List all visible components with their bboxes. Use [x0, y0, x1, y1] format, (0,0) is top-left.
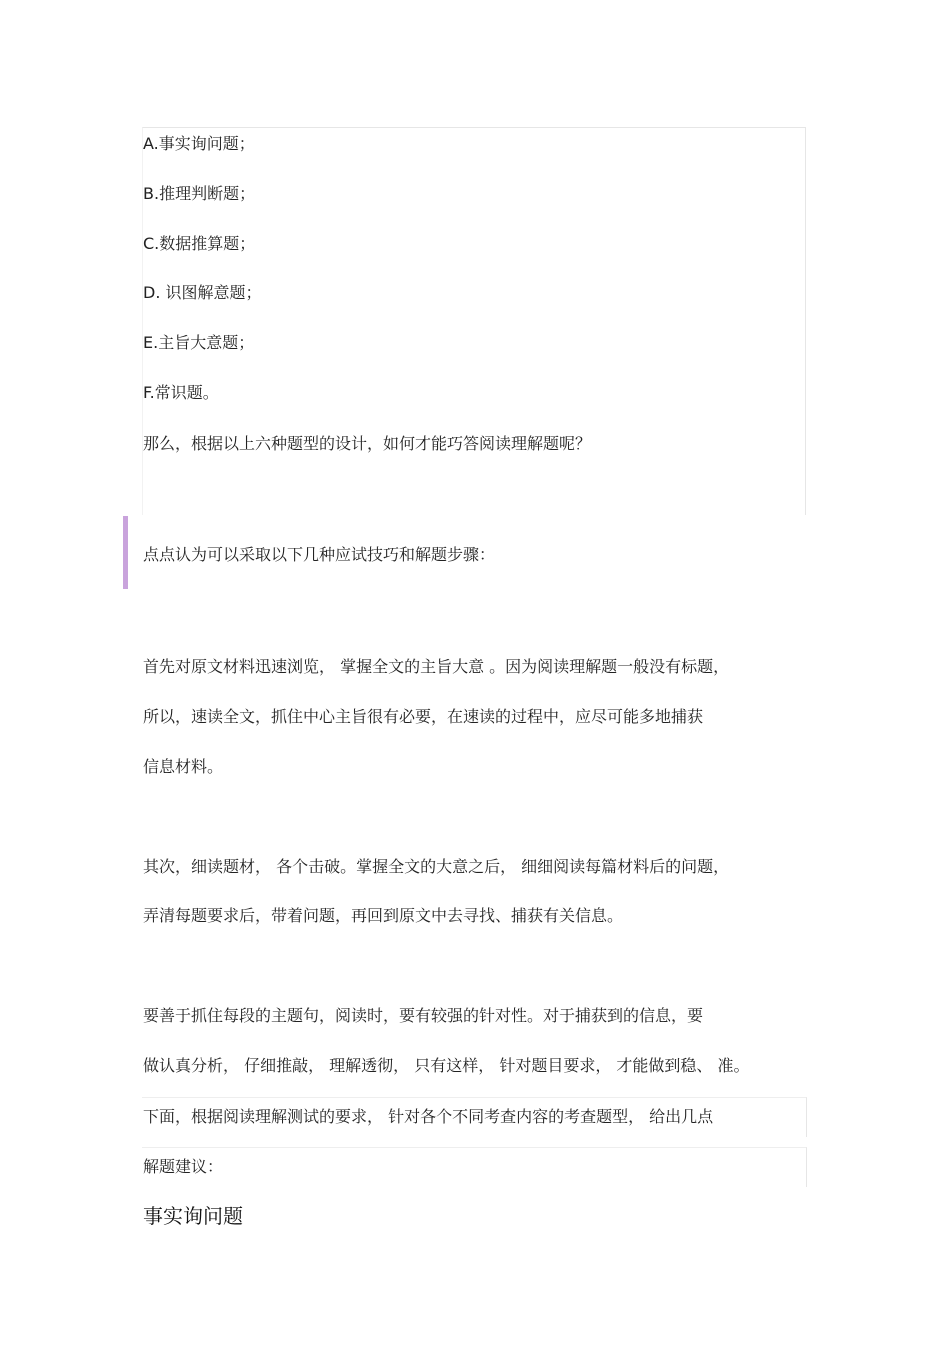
paragraph4-line1: 下面，根据阅读理解测试的要求， 针对各个不同考查内容的考查题型， 给出几点: [143, 1107, 714, 1126]
section-heading: 事实询问题: [143, 1204, 243, 1228]
paragraph1-line1: 首先对原文材料迅速浏览， 掌握全文的主旨大意 。因为阅读理解题一般没有标题，: [143, 657, 730, 676]
question-text: 那么，根据以上六种题型的设计，如何才能巧答阅读理解题呢？: [143, 434, 592, 453]
option-e: E.主旨大意题；: [143, 333, 255, 352]
paragraph2-line1: 其次，细读题材， 各个击破。掌握全文的大意之后， 细细阅读每篇材料后的问题，: [143, 857, 730, 876]
option-a: A.事实询问题；: [143, 134, 255, 153]
paragraph1-line3: 信息材料。: [143, 757, 224, 776]
paragraph4-line2: 解题建议：: [143, 1157, 224, 1176]
quote-text: 点点认为可以采取以下几种应试技巧和解题步骤：: [143, 545, 496, 564]
option-f: F.常识题。: [143, 383, 219, 402]
option-d: D. 识图解意题；: [143, 283, 262, 302]
paragraph1-line2: 所以，速读全文，抓住中心主旨很有必要，在速读的过程中，应尽可能多地捕获: [143, 707, 704, 726]
option-c: C.数据推算题；: [143, 234, 256, 253]
paragraph2-line2: 弄清每题要求后，带着问题，再回到原文中去寻找、捕获有关信息。: [143, 906, 624, 925]
paragraph3-line2: 做认真分析， 仔细推敲， 理解透彻， 只有这样， 针对题目要求， 才能做到稳、 准。: [143, 1056, 750, 1075]
advice-box-row2: [142, 1147, 807, 1187]
paragraph3-line1: 要善于抓住每段的主题句，阅读时，要有较强的针对性。对于捕获到的信息，要: [143, 1006, 704, 1025]
quote-bar: [123, 516, 128, 589]
option-b: B.推理判断题；: [143, 184, 256, 203]
